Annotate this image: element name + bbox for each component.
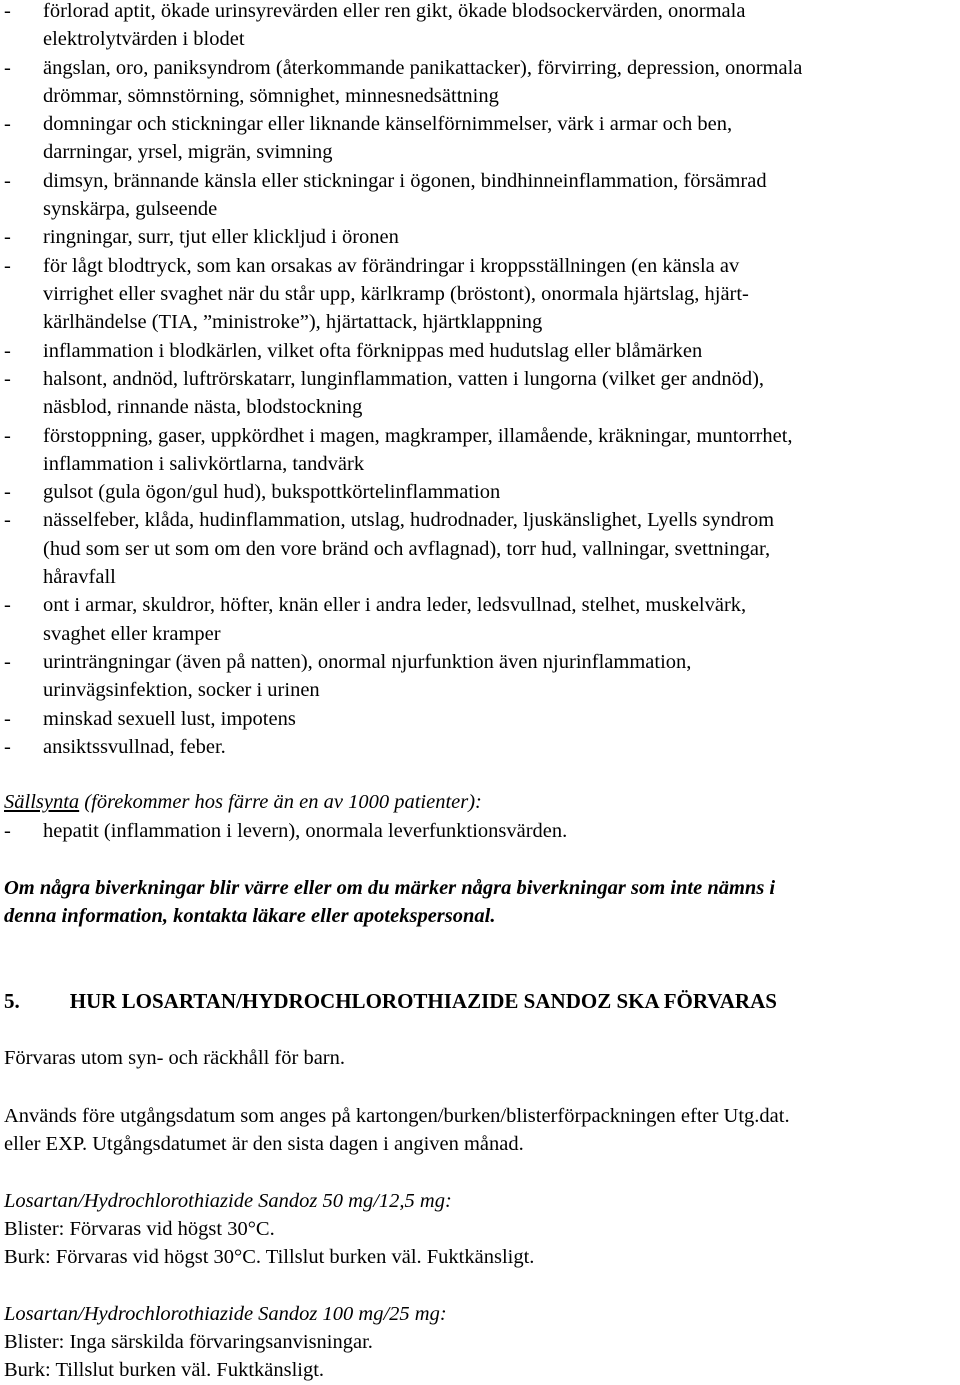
strength-100-blister: Blister: Inga särskilda förvaringsanvisningar. [4,1331,373,1353]
list-item-text: svaghet eller kramper [43,622,221,645]
list-dash: - [4,707,11,730]
list-item-text: ont i armar, skuldror, höfter, knän eller i andra leder, ledsvullnad, stelhet, muskelvärk, [43,594,747,617]
list-dash: - [4,735,11,758]
list-item-text: urinvägsinfektion, socker i urinen [43,679,320,702]
list-item-text: halsont, andnöd, luftrörskatarr, lunginflammation, vatten i lungorna (vilket ger andnöd), [43,367,765,390]
section-number: 5. [4,989,20,1013]
list-item-text: inflammation i blodkärlen, vilket ofta förknippas med hudutslag eller blåmärken [43,339,703,362]
list-dash: - [4,509,11,532]
warning-line-2: denna information, kontakta läkare eller apotekspersonal. [4,905,496,927]
list-item-text: (hud som ser ut som om den vore bränd och avflagnad), torr hud, vallningar, svettningar, [43,537,771,560]
expiry-line-1: Används före utgångsdatum som anges på kartongen/burken/blisterförpackningen efter Utg.dat. [4,1105,790,1127]
storage-children: Förvaras utom syn- och räckhåll för barn. [4,1047,345,1069]
list-item-text: elektrolytvärden i blodet [43,28,245,51]
list-dash: - [4,424,11,447]
list-dash: - [4,367,11,390]
list-item-text: för lågt blodtryck, som kan orsakas av förändringar i kroppsställningen (en känsla av [43,254,740,277]
list-dash: - [4,820,11,842]
list-dash: - [4,169,11,192]
list-item-text: inflammation i salivkörtlarna, tandvärk [43,452,365,475]
list-dash: - [4,254,11,277]
list-item-text: domningar och stickningar eller liknande känselförnimmelser, värk i armar och ben, [43,113,733,136]
list-item-text: gulsot (gula ögon/gul hud), bukspottkörtelinflammation [43,481,501,504]
list-item-text: synskärpa, gulseende [43,198,218,221]
list-item-text: ängslan, oro, paniksyndrom (återkommande panikattacker), förvirring, depression, onormala [43,56,803,79]
section-heading [4,987,777,1015]
list-item-text: ringningar, surr, tjut eller klickljud i öronen [43,226,399,249]
list-dash: - [4,481,11,504]
rare-heading [4,788,482,816]
rare-item-text: hepatit (inflammation i levern), onormala leverfunktionsvärden. [43,820,568,842]
list-item-text: dimsyn, brännande känsla eller stickningar i ögonen, bindhinneinflammation, försämrad [43,169,767,192]
list-item-text: förstoppning, gaser, uppkördhet i magen, magkramper, illamående, kräkningar, muntorrhet, [43,424,793,447]
strength-50-title: Losartan/Hydrochlorothiazide Sandoz 50 mg/12,5 mg: [4,1190,452,1212]
warning-line-1: Om några biverkningar blir värre eller om du märker några biverkningar som inte nämns i [4,877,776,899]
strength-100-title: Losartan/Hydrochlorothiazide Sandoz 100 mg/25 mg: [4,1303,447,1325]
list-dash: - [4,339,11,362]
rare-label: Sällsynta [4,791,80,813]
list-item-text: förlorad aptit, ökade urinsyrevärden eller ren gikt, ökade blodsockervärden, onormala [43,0,746,22]
expiry-line-2: eller EXP. Utgångsdatumet är den sista dagen i angiven månad. [4,1133,524,1155]
list-item-text: kärlhändelse (TIA, ”ministroke”), hjärtattack, hjärtklappning [43,311,543,334]
list-dash: - [4,226,11,249]
list-dash: - [4,113,11,136]
list-item-text: minskad sexuell lust, impotens [43,707,296,730]
section-title: HUR LOSARTAN/HYDROCHLOROTHIAZIDE SANDOZ SKA FÖRVARAS [69,989,777,1013]
list-dash: - [4,594,11,617]
list-dash: - [4,650,11,673]
strength-50-burk: Burk: Förvaras vid högst 30°C. Tillslut burken väl. Fuktkänsligt. [4,1246,535,1268]
list-dash: - [4,0,11,22]
list-item-text: håravfall [43,565,116,588]
list-item-text: ansiktssvullnad, feber. [43,735,226,758]
list-item-text: näsblod, rinnande nästa, blodstockning [43,396,363,419]
list-item-text: darrningar, yrsel, migrän, svimning [43,141,333,164]
list-item-text: virrighet eller svaghet när du står upp, kärlkramp (bröstont), onormala hjärtslag, hjärt- [43,282,749,305]
list-item-text: urinträngningar (även på natten), onormal njurfunktion även njurinflammation, [43,650,692,673]
strength-100-burk: Burk: Tillslut burken väl. Fuktkänsligt. [4,1359,325,1381]
strength-50-blister: Blister: Förvaras vid högst 30°C. [4,1218,275,1240]
list-item-text: nässelfeber, klåda, hudinflammation, utslag, hudrodnader, ljuskänslighet, Lyells syndrom [43,509,775,532]
rare-qualifier: (förekommer hos färre än en av 1000 patienter): [79,791,482,813]
list-dash: - [4,56,11,79]
list-item-text: drömmar, sömnstörning, sömnighet, minnesnedsättning [43,84,499,107]
